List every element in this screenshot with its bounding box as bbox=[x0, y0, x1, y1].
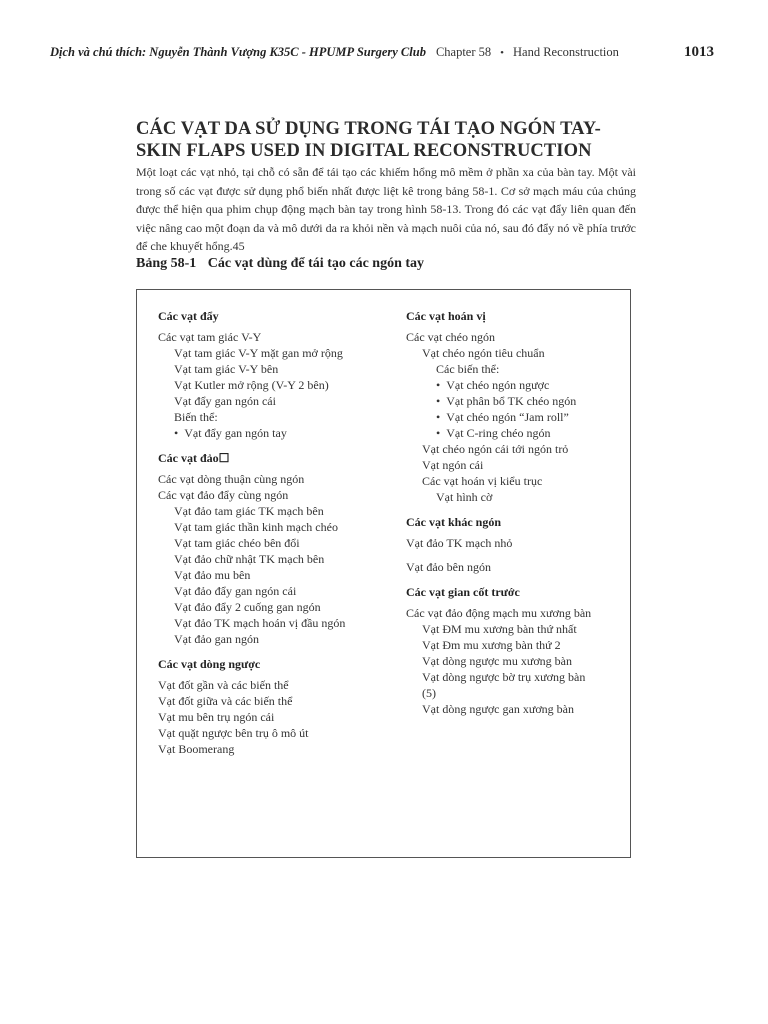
table-item: Vạt tam giác V-Y mặt gan mở rộng bbox=[174, 346, 343, 360]
table-item: Vạt đảo đẩy 2 cuống gan ngón bbox=[174, 600, 321, 614]
table-item: Vạt đảo chữ nhật TK mạch bên bbox=[174, 552, 325, 566]
table-item: Vạt chéo ngón tiêu chuẩn bbox=[422, 346, 545, 360]
table-item: Vạt Boomerang bbox=[158, 742, 235, 756]
table-item: Vạt tam giác V-Y bên bbox=[174, 362, 279, 376]
table-group bbox=[406, 584, 636, 717]
chapter-label: Chapter 58 bbox=[435, 45, 492, 59]
page-number: 1013 bbox=[684, 44, 714, 60]
table-group-title: Các vạt hoán vị bbox=[406, 309, 486, 323]
table-item: Vạt đảo gan ngón bbox=[174, 632, 259, 646]
table-item: Vạt Đm mu xương bàn thứ 2 bbox=[422, 638, 561, 652]
table-item: Vạt đảo đẩy gan ngón cái bbox=[174, 584, 297, 598]
table-item: Vạt dòng ngược mu xương bàn bbox=[422, 654, 573, 668]
translator-credit: Dịch và chú thích: Nguyễn Thành Vượng K35C - HPUMP Surgery Club bbox=[50, 45, 426, 59]
table-item: Các vạt chéo ngón bbox=[406, 330, 495, 344]
section-title: CÁC VẠT DA SỬ DỤNG TRONG TÁI TẠO NGÓN TAY- SKIN FLAPS USED IN DIGITAL RECONSTRUCTION bbox=[136, 119, 601, 161]
table-bullet-item: • Vạt chéo ngón “Jam roll” bbox=[406, 409, 636, 425]
table-bullet-item: • Vạt phân bổ TK chéo ngón bbox=[406, 393, 636, 409]
table-item: Vạt dòng ngược bờ trụ xương bàn (5) bbox=[422, 670, 586, 700]
table-item: Vạt đảo mu bên bbox=[174, 568, 251, 582]
table-item: Vạt hình cờ bbox=[436, 490, 493, 504]
table-group bbox=[406, 514, 636, 575]
table-item: Vạt Kutler mở rộng (V-Y 2 bên) bbox=[174, 378, 329, 392]
table-item: Các vạt đảo đẩy cùng ngón bbox=[158, 488, 289, 502]
table-right-column bbox=[406, 308, 636, 717]
table-item: Vạt tam giác thần kinh mạch chéo bbox=[174, 520, 338, 534]
flaps-table bbox=[136, 289, 631, 858]
header-separator: • bbox=[500, 47, 505, 59]
table-group-title: Các vạt đẩy bbox=[158, 309, 219, 323]
table-item: Vạt đốt gần và các biến thể bbox=[158, 678, 289, 692]
table-item: Các vạt tam giác V-Y bbox=[158, 330, 262, 344]
table-item: Các vạt đảo động mạch mu xương bàn bbox=[406, 606, 592, 620]
table-bullet-item: • Vạt C-ring chéo ngón bbox=[406, 425, 636, 441]
table-group-title: Các vạt khác ngón bbox=[406, 515, 502, 529]
table-item: Các vạt dòng thuận cùng ngón bbox=[158, 472, 305, 486]
table-group-title: Các vạt gian cốt trước bbox=[406, 585, 520, 599]
page-header bbox=[50, 44, 714, 68]
table-item: Vạt tam giác chéo bên đổi bbox=[174, 536, 300, 550]
table-item: Biến thể: bbox=[174, 410, 218, 424]
table-group-title: Các vạt đảo☐ bbox=[158, 451, 230, 465]
table-item: Các biến thể: bbox=[436, 362, 500, 376]
table-caption bbox=[136, 256, 424, 272]
table-item: Các vạt hoán vị kiểu trục bbox=[422, 474, 543, 488]
table-bullet-item: • Vạt chéo ngón ngược bbox=[406, 377, 636, 393]
section-label: Hand Reconstruction bbox=[513, 45, 619, 59]
table-number: Bảng 58-1 bbox=[136, 256, 197, 271]
table-item: Vạt quặt ngược bên trụ ô mô út bbox=[158, 726, 309, 740]
table-group bbox=[158, 656, 388, 757]
table-group bbox=[158, 308, 388, 441]
table-group bbox=[158, 450, 388, 647]
intro-paragraph: Một loạt các vạt nhỏ, tại chỗ có sẵn để tái tạo các khiếm hổng mô mềm ở phần xa của bàn tay. Một vài trong số các vạt được sử dụng phổ biến nhất được liệt kê trong bảng 58-1. Cơ sở mạch máu của chúng được thể hiện qua phim chụp động mạch bàn tay trong hình 58-13. Trong đó các vạt đẩy liên quan đến việc nâng cao một đoạn da và mô dưới da ra khỏi nền và mạch nuôi của nó, sau đó đẩy nó về phía trước để che khuyết hổng.45 bbox=[136, 165, 636, 254]
table-group bbox=[406, 308, 636, 505]
table-bullet-item: • Vạt đẩy gan ngón tay bbox=[158, 425, 388, 441]
table-title: Các vạt dùng để tái tạo các ngón tay bbox=[207, 256, 425, 271]
table-left-column bbox=[158, 308, 388, 757]
table-item: Vạt đảo bên ngón bbox=[406, 560, 491, 574]
table-item: Vạt chéo ngón cái tới ngón trỏ bbox=[422, 442, 569, 456]
table-group-title: Các vạt dòng ngược bbox=[158, 657, 261, 671]
table-item: Vạt ngón cái bbox=[422, 458, 484, 472]
table-item: Vạt dòng ngược gan xương bàn bbox=[422, 702, 575, 716]
table-item: Vạt mu bên trụ ngón cái bbox=[158, 710, 275, 724]
table-item: Vạt đảo TK mạch hoán vị đầu ngón bbox=[174, 616, 346, 630]
table-item: Vạt ĐM mu xương bàn thứ nhất bbox=[422, 622, 577, 636]
table-item: Vạt đảo tam giác TK mạch bên bbox=[174, 504, 324, 518]
table-item: Vạt đốt giữa và các biến thể bbox=[158, 694, 293, 708]
table-item: Vạt đẩy gan ngón cái bbox=[174, 394, 276, 408]
table-item: Vạt đảo TK mạch nhỏ bbox=[406, 536, 513, 550]
